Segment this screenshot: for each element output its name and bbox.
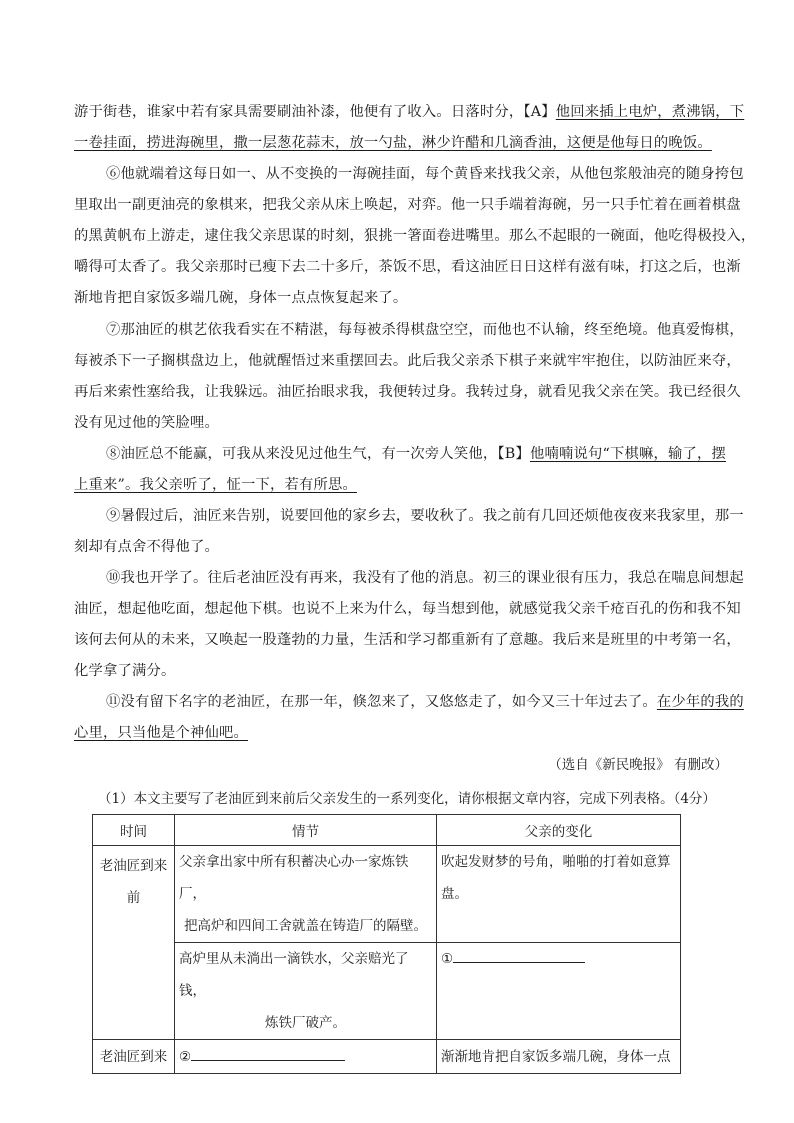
paragraph-line: 每被杀下一子搁棋盘边上，他就醒悟过来重摆回去。此后我父亲杀下棋子来就牢牢抱住，以防油匠来夺， [74,353,741,369]
paragraph-line: 化学拿了满分。 [74,663,176,679]
underlined-text-b: 他喃喃说句“下棋嘛，输了，摆 [529,446,726,462]
paragraph-11 [74,687,744,749]
question-1: （1）本文主要写了老油匠到来前后父亲发生的一系列变化，请你根据文章内容，完成下列表格。（4分） [98,791,716,807]
paragraph-9 [74,501,744,563]
blank-marker: ② [179,1048,192,1065]
table-row [93,943,681,1040]
paragraph-line: 的黑黄帆布上游走，逮住我父亲思谋的时刻，狠挑一箸面卷进嘴里。那么不起眼的一碗面，他吃得极投入， [74,228,756,244]
time-label: 老油匠到来 [99,1048,168,1065]
answer-cell-2[interactable] [175,1040,437,1074]
paragraph-line: 再后来索性塞给我，让我躲远。油匠抬眼求我，我便转过身。我转过身，就看见我父亲在笑。我已经很久 [74,384,741,400]
plot-cell [175,943,437,1040]
plot-cell [175,846,437,943]
table-row [93,846,681,943]
paragraph-line: ⑩我也开学了。往后老油匠没有再来，我没有了他的消息。初三的课业很有压力，我总在喘息间想起 [106,570,744,586]
answer-cell-1[interactable] [437,943,681,1040]
paragraph-10 [74,563,744,687]
paragraph-line [74,718,722,749]
paragraph-line: 没有见过他的笑脸哩。 [74,415,219,431]
underlined-text-a: 他回来插上电炉，煮沸锅，下 [555,104,745,120]
paragraph-6 [74,159,756,314]
plot-text: 高炉里从未淌出一滴铁水，父亲赔光了钱， [179,951,409,999]
paragraph-line: 里取出一副更油亮的象棋来，把我父亲从床上唤起，对弈。他一只手端着海碗，另一只手忙着在画着棋盘 [74,197,741,213]
plot-text: 把高炉和四间工舍就盖在铸造厂的隔壁。 [184,918,427,934]
header-change: 父亲的变化 [437,815,681,846]
paragraph-line: ⑦那油匠的棋艺依我看实在不精湛，每每被杀得棋盘空空，而他也不认输，终至绝境。他真爱悔棋， [106,322,744,338]
paragraph-line [74,687,744,718]
blank-marker: ① [441,951,454,967]
paragraph-line: 油匠，想起他吃面，想起他下棋。也说不上来为什么，每当想到他，就感觉我父亲千疮百孔的伤和我不知 [74,601,741,617]
change-cell [437,846,681,943]
paragraph-line: 嚼得可太香了。我父亲那时已瘦下去二十多斤，茶饭不思，看这油匠日日这样有滋有味，打这之后，也渐 [74,259,741,275]
paragraph-8 [74,439,726,501]
paragraph-line [74,128,722,159]
text-run: ⑧油匠总不能赢，可我从来没见过他生气，有一次旁人笑他，【B】 [106,446,530,462]
header-plot: 情节 [175,815,437,846]
plot-text: 炼铁厂破产。 [265,1015,346,1031]
answer-table [92,814,681,1074]
text-run: 游于街巷，谁家中若有家具需要刷油补漆，他便有了收入。日落时分，【A】 [74,104,556,120]
header-time: 时间 [93,815,175,846]
source-note: （选自《新民晚报》 有删改） [548,757,728,773]
change-cell [437,1040,681,1074]
paragraph-line [74,97,745,128]
paragraph-line: 刻却有点舍不得他了。 [74,539,219,555]
text-run: ⑪没有留下名字的老油匠，在那一年，倏忽来了，又悠悠走了，如今又三十年过去了。 [106,694,657,710]
paragraph-line: 渐地肯把自家饭多端几碗，身体一点点恢复起来了。 [74,290,408,306]
underlined-text: 在少年的我的 [656,694,744,710]
paragraph-7 [74,315,744,439]
paragraph-5 [74,97,745,159]
time-cell [93,1040,175,1074]
underlined-text-b: 上重来”。我父亲听了，怔一下，若有所思。 [74,477,357,493]
underlined-text-a: 一卷挂面，捞进海碗里，撒一层葱花蒜末，放一勺盐，淋少许醋和几滴香油，这便是他每日的晚饭。 [74,135,712,151]
time-cell [93,846,175,1040]
change-text: 渐渐地肯把自家饭多端几碗，身体一点 [441,1048,671,1065]
paragraph-line: 该何去何从的未来，又唤起一股蓬勃的力量，生活和学习都重新有了意趣。我后来是班里的中考第一名， [74,632,741,648]
paragraph-line [74,470,722,501]
paragraph-line: ⑨暑假过后，油匠来告别，说要回他的家乡去，要收秋了。我之前有几回还烦他夜夜来我家里，那一 [106,508,744,524]
table-row [93,1040,681,1074]
paragraph-line [74,439,726,470]
answer-blank-2[interactable] [191,1044,345,1061]
underlined-text: 心里，只当他是个神仙吧。 [74,725,248,741]
paragraph-line: ⑥他就端着这每日如一、从不变换的一海碗挂面，每个黄昏来找我父亲，从他包浆般油亮的随身挎包 [106,166,744,182]
answer-blank-1[interactable] [453,946,585,963]
change-text: 吹起发财梦的号角，啪啪的打着如意算盘。 [441,854,671,902]
time-label: 老油匠到来前 [99,858,168,906]
plot-text: 父亲拿出家中所有积蓄决心办一家炼铁厂， [179,854,409,902]
table-header-row [93,815,681,846]
